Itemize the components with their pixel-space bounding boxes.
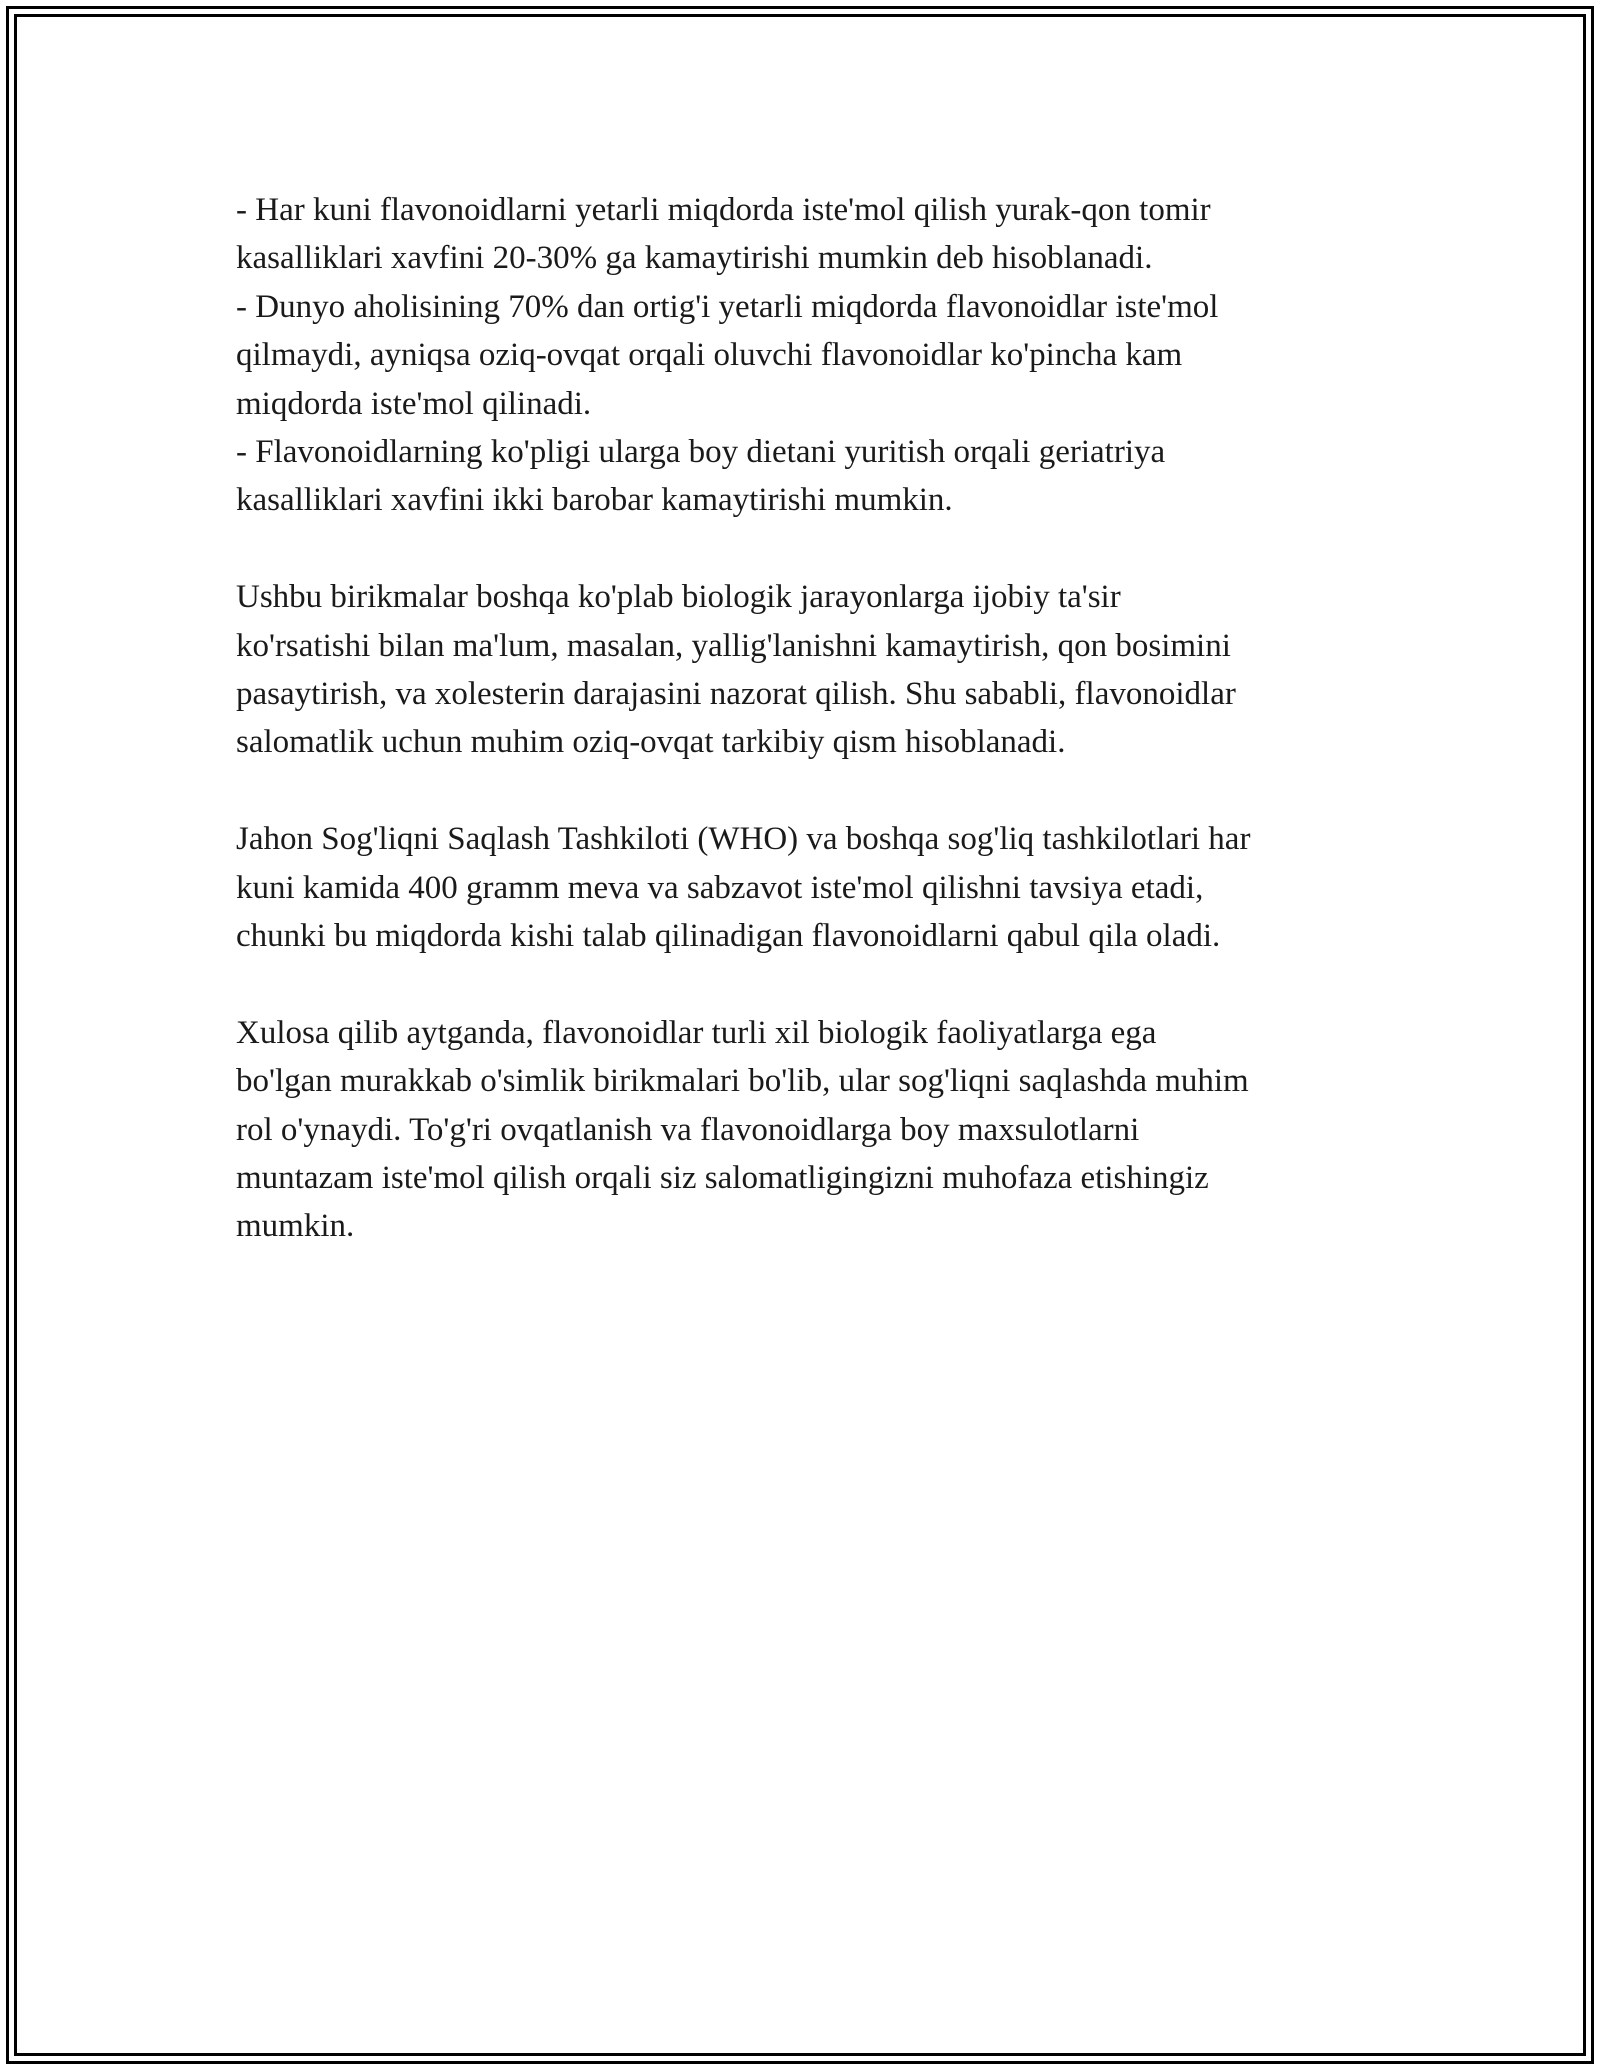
text-line: kasalliklari xavfini 20-30% ga kamaytirishi mumkin deb hisoblanadi. [236,240,1153,277]
paragraph-biological-effects [236,573,1382,767]
text-line: mumkin. [236,1208,355,1245]
text-line: chunki bu miqdorda kishi talab qilinadigan flavonoidlarni qabul qila oladi. [236,918,1221,955]
text-line: Jahon Sog'liqni Saqlash Tashkiloti (WHO) va boshqa sog'liq tashkilotlari har [236,821,1251,858]
text-line: kuni kamida 400 gramm meva va sabzavot iste'mol qilishni tavsiya etadi, [236,869,1204,906]
paragraph-who-recommendation [236,815,1382,960]
text-line: ko'rsatishi bilan ma'lum, masalan, yallig'lanishni kamaytirish, qon bosimini [236,627,1231,664]
text-line: Xulosa qilib aytganda, flavonoidlar turli xil biologik faoliyatlarga ega [236,1014,1157,1051]
text-line: kasalliklari xavfini ikki barobar kamaytirishi mumkin. [236,482,953,519]
paragraph-conclusion [236,1009,1382,1251]
text-line: - Har kuni flavonoidlarni yetarli miqdorda iste'mol qilish yurak-qon tomir [236,192,1211,228]
text-line: - Flavonoidlarning ko'pligi ularga boy dietani yuritish orqali geriatriya [236,434,1166,471]
text-line: bo'lgan murakkab o'simlik birikmalari bo'lib, ular sog'liqni saqlashda muhim [236,1063,1249,1100]
text-line: qilmaydi, ayniqsa oziq-ovqat orqali oluvchi flavonoidlar ko'pincha kam [236,337,1183,374]
text-line: - Dunyo aholisining 70% dan ortig'i yetarli miqdorda flavonoidlar iste'mol [236,288,1219,325]
text-line: Ushbu birikmalar boshqa ko'plab biologik jarayonlarga ijobiy ta'sir [236,579,1121,616]
paragraph-statistics [236,186,1382,525]
text-line: salomatlik uchun muhim oziq-ovqat tarkibiy qism hisoblanadi. [236,724,1066,761]
text-line: miqdorda iste'mol qilinadi. [236,385,592,422]
text-line: pasaytirish, va xolesterin darajasini nazorat qilish. Shu sababli, flavonoidlar [236,676,1236,713]
text-line: rol o'ynaydi. To'g'ri ovqatlanish va flavonoidlarga boy maxsulotlarni [236,1111,1140,1148]
document-body [236,186,1382,1251]
text-line: muntazam iste'mol qilish orqali siz salomatligingizni muhofaza etishingiz [236,1160,1209,1197]
